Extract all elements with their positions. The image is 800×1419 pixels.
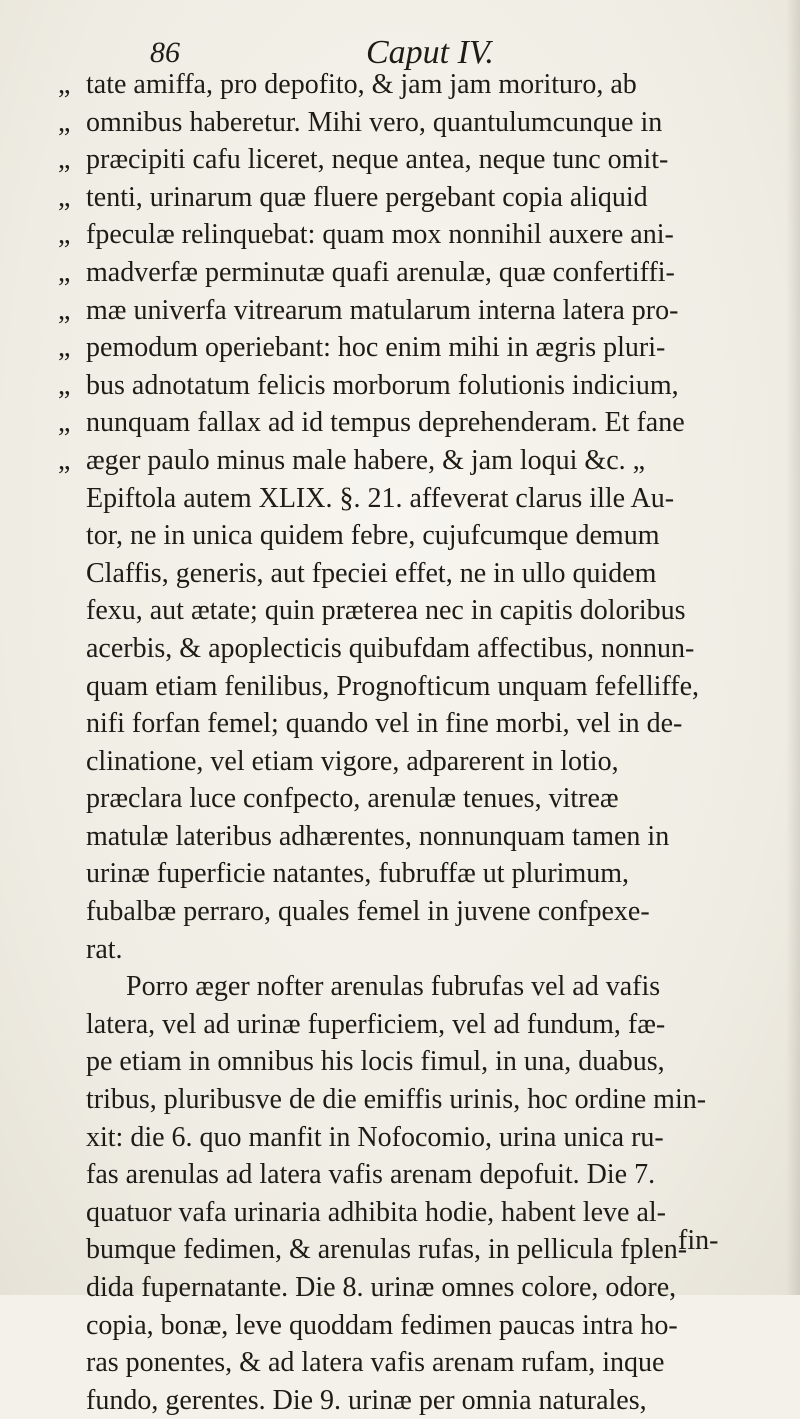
text-line — [58, 104, 786, 142]
quote-mark: „ — [58, 69, 71, 100]
page-number: 86 — [150, 36, 180, 69]
text-line — [58, 1307, 786, 1345]
line-text: nifi forfan femel; quando vel in fine morbi, vel in de- — [86, 708, 683, 740]
text-line — [58, 292, 786, 330]
text-line — [58, 630, 786, 668]
line-text: præclara luce confpecto, arenulæ tenues, vitreæ — [86, 783, 619, 815]
line-text: pemodum operiebant: hoc enim mihi in ægris pluri- — [86, 332, 666, 364]
text-line — [58, 1269, 786, 1307]
line-text: fundo, gerentes. Die 9. urinæ per omnia naturales, — [86, 1384, 647, 1416]
text-line — [58, 855, 786, 893]
text-line — [58, 592, 786, 630]
line-text: tenti, urinarum quæ fluere pergebant copia aliquid — [86, 181, 648, 213]
text-line — [58, 931, 786, 969]
line-text: Porro æger nofter arenulas fubrufas vel ad vafis — [126, 971, 661, 1003]
text-line — [58, 517, 786, 555]
line-text: præcipiti cafu liceret, neque antea, neque tunc omit- — [86, 144, 669, 176]
body-text — [58, 66, 786, 1419]
text-line — [58, 743, 786, 781]
text-line — [58, 1119, 786, 1157]
line-text: latera, vel ad urinæ fuperficiem, vel ad fundum, fæ- — [86, 1008, 666, 1040]
line-text: bus adnotatum felicis morborum folutionis indicium, — [86, 369, 679, 401]
quote-mark: „ — [58, 332, 71, 364]
quote-mark: „ — [58, 369, 71, 401]
line-text: fubalbæ perraro, quales femel in juvene confpexe- — [86, 896, 650, 928]
line-text: bumque fedimen, & arenulas rufas, in pellicula fplen- — [86, 1234, 688, 1266]
text-line — [58, 1194, 786, 1232]
line-text: matulæ lateribus adhærentes, nonnunquam tamen in — [86, 820, 670, 852]
line-text: Epiftola autem XLIX. §. 21. affeverat clarus ille Au- — [86, 482, 675, 514]
line-text: dida fupernatante. Die 8. urinæ omnes colore, odore, — [86, 1272, 677, 1303]
quote-mark: „ — [58, 294, 71, 326]
line-text: urinæ fuperficie natantes, fubruffæ ut plurimum, — [86, 858, 630, 890]
text-line — [58, 141, 786, 179]
quote-mark: „ — [58, 444, 71, 476]
line-text: madverfæ perminutæ quafi arenulæ, quæ confertiffi- — [86, 256, 675, 288]
text-line — [58, 1231, 786, 1269]
line-text: omnibus haberetur. Mihi vero, quantulumcunque in — [86, 106, 663, 138]
line-text: clinatione, vel etiam vigore, adparerent in lotio, — [86, 745, 619, 777]
line-text: xit: die 6. quo manfit in Nofocomio, urina unica ru- — [86, 1121, 664, 1153]
text-line — [58, 668, 786, 706]
line-text: tate amiffa, pro depofito, & jam jam morituro, ab — [86, 69, 637, 100]
text-line — [58, 404, 786, 442]
text-line — [58, 780, 786, 818]
text-line — [58, 1006, 786, 1044]
line-text: fexu, aut ætate; quin præterea nec in capitis doloribus — [86, 595, 686, 627]
text-line — [58, 367, 786, 405]
text-line — [58, 442, 786, 480]
text-line — [58, 254, 786, 292]
quote-mark: „ — [58, 106, 71, 138]
line-text: fpeculæ relinquebat: quam mox nonnihil auxere ani- — [86, 219, 674, 251]
text-line — [58, 1382, 786, 1419]
quote-mark: „ — [58, 256, 71, 288]
line-text: pe etiam in omnibus his locis fimul, in una, duabus, — [86, 1046, 665, 1078]
running-head: Caput IV. — [366, 34, 494, 71]
line-text: mæ univerfa vitrearum matularum interna latera pro- — [86, 294, 679, 326]
text-line — [58, 1344, 786, 1382]
line-text: Claffis, generis, aut fpeciei effet, ne in ullo quidem — [86, 557, 657, 589]
line-text: tribus, pluribusve de die emiffis urinis, hoc ordine min- — [86, 1084, 707, 1116]
quote-mark: „ — [58, 144, 71, 176]
line-text: tor, ne in unica quidem febre, cujufcumque demum — [86, 520, 660, 552]
text-line — [58, 216, 786, 254]
line-text: acerbis, & apoplecticis quibufdam affectibus, nonnun- — [86, 632, 695, 664]
line-text: rat. — [86, 933, 123, 965]
line-text: fas arenulas ad latera vafis arenam depofuit. Die 7. — [86, 1159, 656, 1191]
quote-mark: „ — [58, 407, 71, 439]
text-line — [58, 179, 786, 217]
text-line — [58, 968, 786, 1006]
line-text: ras ponentes, & ad latera vafis arenam rufam, inque — [86, 1347, 665, 1379]
catchword: fin- — [678, 1225, 719, 1256]
text-line — [58, 66, 786, 104]
text-line — [58, 1043, 786, 1081]
text-line — [58, 818, 786, 856]
page-edge-shadow — [786, 0, 800, 1295]
text-line — [58, 705, 786, 743]
quote-mark: „ — [58, 181, 71, 213]
text-line — [58, 1156, 786, 1194]
text-line — [58, 893, 786, 931]
line-text: æger paulo minus male habere, & jam loqui &c. „ — [86, 444, 646, 476]
text-line — [58, 555, 786, 593]
line-text: quam etiam fenilibus, Prognofticum unquam fefelliffe, — [86, 670, 699, 702]
line-text: copia, bonæ, leve quoddam fedimen paucas intra ho- — [86, 1309, 678, 1341]
text-line — [58, 1081, 786, 1119]
text-line — [58, 480, 786, 518]
line-text: quatuor vafa urinaria adhibita hodie, habent leve al- — [86, 1196, 666, 1228]
line-text: nunquam fallax ad id tempus deprehenderam. Et fane — [86, 407, 685, 439]
quote-mark: „ — [58, 219, 71, 251]
text-line — [58, 329, 786, 367]
